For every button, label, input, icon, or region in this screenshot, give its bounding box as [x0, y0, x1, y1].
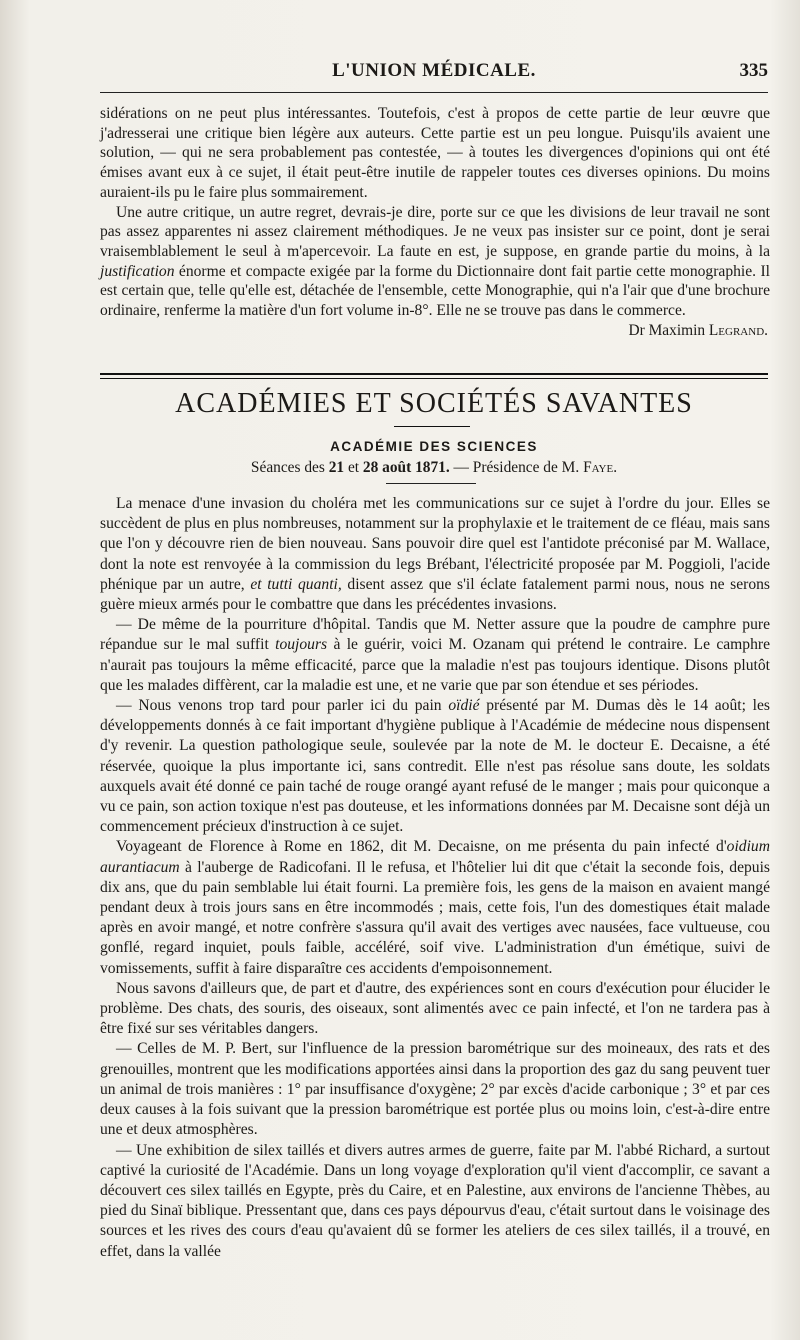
academy-paragraph-1-italic: et tutti quanti,: [250, 575, 342, 593]
section-divider: [100, 373, 768, 379]
review-paragraph-2-part-a: Une autre critique, un autre regret, devrais-je dire, porte sur ce que les divisions de leur travail ne sont pas assez apparentes ni assez clairement méthodiques. Je ne veux pas insister sur ce point, dont je serai vraisemblablement le seul à m'apercevoir. La faute en est, je suppose, en grande partie du moins, à la: [100, 203, 770, 260]
session-president: Faye.: [583, 459, 618, 476]
academy-paragraph-2-part-a: — De même de la pourriture d'hôpital. Tandis que M. Netter assure que la poudre de camphre pure répandue sur le mal suffit: [100, 616, 770, 654]
academy-paragraph-3-part-b: présenté par M. Dumas dès le 14 août; les développements donnés à ce fait important d'hygiène publique à l'Académie de médecine nous dispensent d'y revenir. La question pathologique seule, soulevée par la note de M. le docteur E. Decaisne, a été réservée, quoique la plus importante ici, sans contredit. Elle n'est pas résolue sans doute, les soldats auxquels avait été donné ce pain taché de rouge orangé ayant refusé de le manger ; mais pour quiconque a vu ce pain, son action toxique n'est pas douteuse, et les informations données par M. Decaisne sont déjà un commencement précieux d'instruction à ce sujet.: [100, 697, 770, 836]
review-paragraph-2-italic: justification: [100, 262, 175, 280]
review-paragraph-2: [100, 203, 770, 321]
session-rule: [386, 483, 476, 484]
academy-paragraph-3-italic: oïdié: [448, 697, 480, 715]
section-title: ACADÉMIES ET SOCIÉTÉS SAVANTES: [175, 388, 693, 419]
academy-paragraph-2-italic: toujours: [275, 636, 328, 654]
academy-paragraph-3: [100, 696, 770, 837]
academy-paragraph-4-part-a: Voyageant de Florence à Rome en 1862, dit M. Decaisne, on me présenta du pain infecté d': [116, 838, 727, 856]
academy-paragraph-4: [100, 837, 770, 978]
page-number: 335: [739, 60, 768, 81]
running-header: [100, 56, 768, 86]
section-subtitle: ACADÉMIE DES SCIENCES: [330, 439, 538, 454]
title-underline: [394, 426, 470, 427]
academy-paragraph-1-part-b: disent assez que s'il éclate fatalement parmi nous, nous ne serons guère mieux armés pour le combattre que dans les précédentes invasions.: [100, 575, 770, 614]
academy-paragraph-1-part-a: La menace d'une invasion du choléra met les communications sur ce sujet à l'ordre du jour. Elles se succèdent de plus en plus nombreuses, notamment sur la prophylaxie et le traitement de ce fléau, mais sans que l'on y découvre rien de bien nouveau. Sans pouvoir dire quel est l'antidote préconisé par M. Wallace, dont la note est renvoyée à la commission du legs Brébant, l'électricité proposée par M. Poggioli, l'acide phénique par un autre,: [100, 495, 770, 593]
review-paragraph-2-part-b: énorme et compacte exigée par la forme du Dictionnaire dont fait partie cette monographie. Il est certain que, telle qu'elle est, détachée de l'ensemble, cette Monographie, qui n'a l'air que d'une brochure ordinaire, renferme la matière d'un fort volume in-8°. Elle ne se trouve pas dans le commerce.: [100, 262, 770, 320]
signature-name: Legrand.: [708, 321, 768, 339]
academy-paragraph-1: [100, 494, 770, 615]
session-text-a: Séances des: [250, 459, 329, 476]
session-text-c: et: [344, 459, 363, 476]
signature-prefix: Dr Maximin: [628, 321, 709, 339]
academy-paragraph-6: — Celles de M. P. Bert, sur l'influence de la pression barométrique sur des moineaux, des rats et des grenouilles, montrent que les modifications apportées ainsi dans la proportion des gaz du sang peuvent tuer un animal de trois manières : 1° par insuffisance d'oxygène; 2° par excès d'acide carbonique ; 3° et par ces deux causes à la fois suivant que la pression barométrique est portée plus ou moins loin, c'est-à-dire entre une et deux atmosphères.: [100, 1040, 770, 1139]
session-text-e: — Présidence de M.: [449, 459, 584, 476]
academy-paragraph-3-part-a: — Nous venons trop tard pour parler ici du pain: [116, 697, 449, 715]
academy-text: [100, 494, 770, 1262]
header-rule: [100, 92, 768, 93]
session-date-1: 21: [328, 459, 345, 476]
academy-paragraph-2-part-b: à le guérir, voici M. Ozanam qui prétend le contraire. Le camphre n'aurait pas toujours la même efficacité, parce que la maladie n'est pas toujours identique. Disons plutôt que les malades diffèrent, car la maladie est une, et ne varie que par son étendue et ses périodes.: [100, 636, 771, 694]
academy-paragraph-2: [100, 615, 770, 696]
academy-paragraph-7: — Une exhibition de silex taillés et divers autres armes de guerre, faite par M. l'abbé Richard, a surtout captivé la curiosité de l'Académie. Dans un long voyage d'exploration qu'il vient d'accomplir, ce savant a découvert ces silex taillés en Egypte, près du Caire, et en Palestine, aux environs de l'ancienne Thèbes, au pied du Sinaï biblique. Pressentant que, dans ces pays dépourvus d'eau, c'était surtout dans le voisinage des sources et les rives des cours d'eau qu'avaient dû se former les ateliers de ces silex taillés, il a trouvé, en effet, dans la vallée: [100, 1141, 770, 1260]
academy-paragraph-4-italic: oidium aurantiacum: [100, 838, 770, 876]
academy-paragraph-4-part-b: à l'auberge de Radicofani. Il le refusa, et l'hôtelier lui dit que c'était la seconde fois, depuis dix ans, que du pain semblable lui était fourni. La première fois, les gens de la maison en avaient mangé pendant deux à trois jours sans en être incommodés ; mais, cette fois, l'un des domestiques était malade après en avoir mangé, et notre confrère s'assura qu'il avait des vertiges avec nausées, face vultueuse, cou gonflé, regard inquiet, pouls faible, accéléré, soif vive. L'administration d'un émétique, suivi de vomissements, suffit à faire disparaître ces accidents d'empoisonnement.: [100, 858, 770, 977]
review-text: [100, 104, 770, 340]
session-date-2: 28 août 1871.: [362, 459, 450, 476]
session-line: [100, 459, 768, 477]
review-paragraph-1: sidérations on ne peut plus intéressantes. Toutefois, c'est à propos de cette partie de leur œuvre que j'adresserai une critique bien légère aux auteurs. Cette partie est un peu longue. Puisqu'ils avaient une solution, — qui ne sera probablement pas contestée, — à toutes les divergences d'opinions qui ont été émises avant eux à ce sujet, il était peut-être inutile de rappeler toutes ces diverses opinions. Du moins auraient-ils pu le faire plus sommairement.: [100, 105, 770, 201]
academy-paragraph-5: Nous savons d'ailleurs que, de part et d'autre, des expériences sont en cours d'exécution pour élucider le problème. Des chats, des souris, des oiseaux, sont alimentés avec ce pain infecté, et l'on ne tardera pas à être fixé sur ses véritables dangers.: [100, 979, 770, 1038]
author-signature: [100, 321, 770, 341]
journal-title: L'UNION MÉDICALE.: [332, 60, 536, 81]
